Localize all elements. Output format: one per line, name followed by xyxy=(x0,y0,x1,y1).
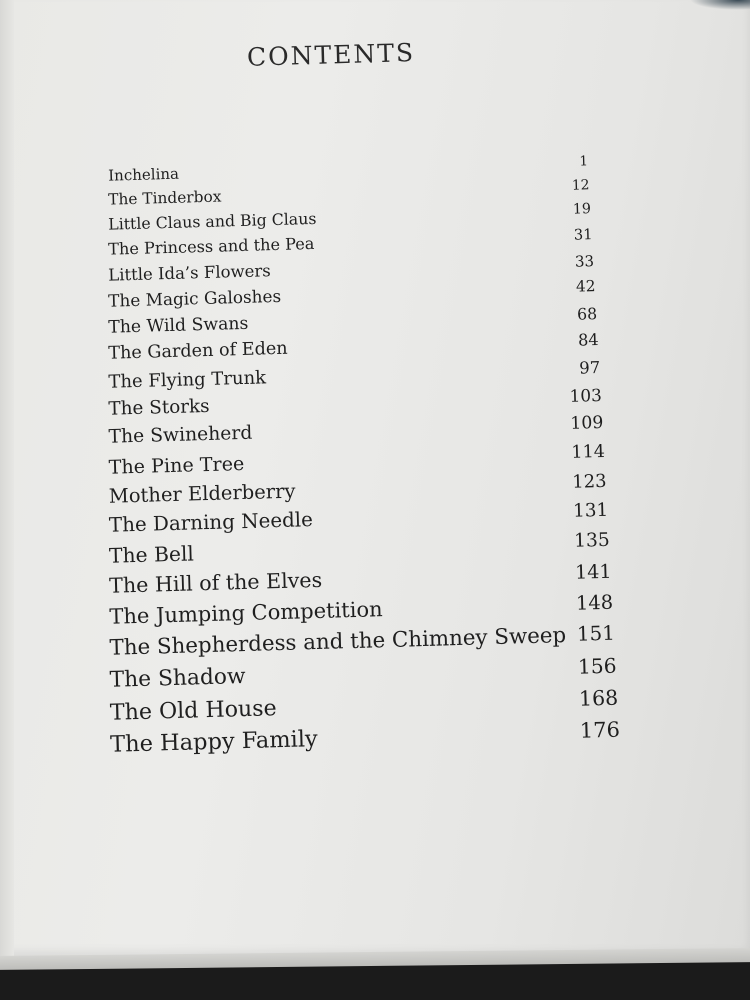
toc-entry-title: The Tinderbox xyxy=(107,187,222,209)
toc-entry-title: Mother Elderberry xyxy=(108,479,296,508)
toc-entry-page-number: 42 xyxy=(575,277,596,297)
toc-entry-page-number: 114 xyxy=(571,441,606,463)
toc-entry-page-number: 109 xyxy=(570,413,604,435)
toc-entry-title: The Bell xyxy=(108,541,195,568)
toc-entry-title: The Shepherdess and the Chimney Sweep xyxy=(109,623,567,661)
toc-entry-title: The Magic Galoshes xyxy=(107,286,282,312)
toc-entry-title: The Jumping Competition xyxy=(109,597,383,629)
toc-entry-title: The Shadow xyxy=(109,663,246,693)
toc-entry-page-number: 135 xyxy=(573,529,611,552)
toc-entry-title: The Old House xyxy=(109,694,277,726)
toc-entry-title: The Pine Tree xyxy=(108,451,245,479)
toc-entry-page-number: 1 xyxy=(579,153,589,170)
toc-entry-title: Little Ida’s Flowers xyxy=(107,260,271,285)
toc-entry-title: The Garden of Eden xyxy=(108,339,288,365)
toc-entry-page-number: 103 xyxy=(569,385,603,406)
toc-entry-page-number: 141 xyxy=(574,559,612,584)
toc-entry-page-number: 97 xyxy=(578,357,601,378)
table-of-contents xyxy=(107,153,621,765)
toc-entry-title: Inchelina xyxy=(107,164,180,185)
toc-entry-page-number: 176 xyxy=(579,717,621,744)
toc-entry-page-number: 31 xyxy=(573,226,593,244)
toc-entry-page-number: 123 xyxy=(571,470,607,493)
contents-heading: CONTENTS xyxy=(246,38,416,72)
toc-entry-page-number: 168 xyxy=(578,685,619,711)
toc-entry-page-number: 148 xyxy=(575,590,614,615)
toc-entry-title: Little Claus and Big Claus xyxy=(107,209,317,235)
toc-entry-title: The Flying Trunk xyxy=(108,366,267,393)
toc-entry-title: The Hill of the Elves xyxy=(108,567,323,598)
toc-entry-page-number: 19 xyxy=(572,201,592,219)
toc-entry-page-number: 33 xyxy=(574,251,595,271)
toc-entry-title: The Darning Needle xyxy=(108,508,314,537)
toc-entry-title: The Storks xyxy=(108,396,210,420)
toc-entry-page-number: 151 xyxy=(576,621,616,646)
toc-entry-page-number: 84 xyxy=(577,330,599,350)
toc-entry-page-number: 131 xyxy=(572,499,609,522)
toc-entry-title: The Wild Swans xyxy=(108,313,249,338)
toc-entry-title: The Happy Family xyxy=(109,726,319,759)
toc-entry-page-number: 156 xyxy=(577,653,617,679)
toc-entry-title: The Swineherd xyxy=(108,422,253,448)
toc-entry-page-number: 12 xyxy=(571,177,590,194)
toc-entry-page-number: 68 xyxy=(576,303,598,324)
toc-entry-title: The Princess and the Pea xyxy=(107,234,315,259)
